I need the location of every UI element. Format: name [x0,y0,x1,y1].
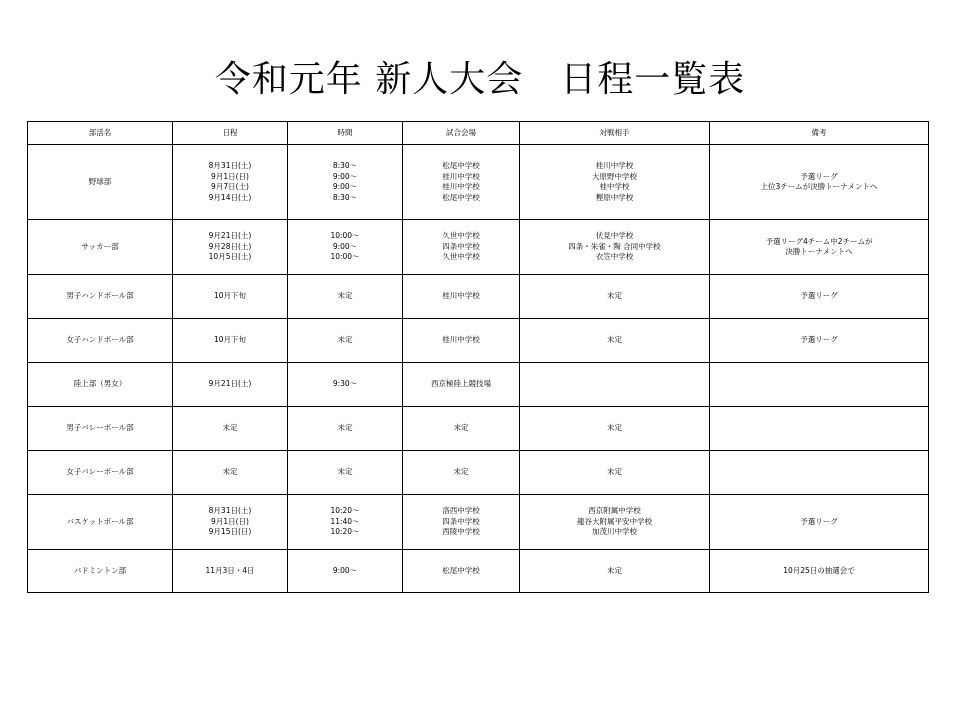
time-cell: 未定 [288,407,403,451]
note-cell: 予選リーグ4チーム中2チームが 決勝トーナメントへ [710,220,929,275]
opponent-cell: 伏見中学校 四条・朱雀・陶 合同中学校 衣笠中学校 [520,220,710,275]
note-cell [710,407,929,451]
schedule-table [27,121,929,593]
time-cell: 未定 [288,319,403,363]
table-row [28,363,929,407]
opponent-cell [520,363,710,407]
club-cell: 男子バレーボール部 [28,407,173,451]
club-cell: バドミントン部 [28,550,173,593]
venue-cell: 桂川中学校 [403,319,520,363]
date-cell: 9月21日(土) 9月28日(土) 10月5日(土) [173,220,288,275]
club-cell: 女子ハンドボール部 [28,319,173,363]
table-row [28,550,929,593]
venue-cell: 未定 [403,451,520,495]
opponent-cell: 未定 [520,319,710,363]
table-row [28,275,929,319]
club-cell: 女子バレーボール部 [28,451,173,495]
date-cell: 10月下旬 [173,275,288,319]
opponent-cell: 未定 [520,451,710,495]
club-cell: 陸上部（男女） [28,363,173,407]
table-row [28,495,929,550]
club-cell: サッカー部 [28,220,173,275]
date-cell: 9月21日(土) [173,363,288,407]
opponent-cell: 未定 [520,550,710,593]
opponent-cell: 西京附属中学校 龍谷大附属平安中学校 加茂川中学校 [520,495,710,550]
table-row [28,451,929,495]
club-cell: 男子ハンドボール部 [28,275,173,319]
opponent-cell: 未定 [520,407,710,451]
venue-cell: 久世中学校 四条中学校 久世中学校 [403,220,520,275]
column-header-time: 時間 [288,122,403,145]
note-cell: 10月25日の抽選会で [710,550,929,593]
column-header-opponent: 対戦相手 [520,122,710,145]
time-cell: 10:20～ 11:40～ 10:20～ [288,495,403,550]
opponent-cell: 未定 [520,275,710,319]
time-cell: 8:30～ 9:00～ 9:00～ 8:30～ [288,145,403,220]
table-row [28,145,929,220]
note-cell [710,363,929,407]
table-header-row [28,122,929,145]
date-cell: 8月31日(土) 9月1日(日) 9月15日(日) [173,495,288,550]
table-row [28,407,929,451]
venue-cell: 松尾中学校 [403,550,520,593]
date-cell: 10月下旬 [173,319,288,363]
date-cell: 8月31日(土) 9月1日(日) 9月7日(土) 9月14日(土) [173,145,288,220]
venue-cell: 松尾中学校 桂川中学校 桂川中学校 松尾中学校 [403,145,520,220]
page-title: 令和元年 新人大会 日程一覧表 [214,59,746,100]
club-cell: バスケットボール部 [28,495,173,550]
date-cell: 未定 [173,451,288,495]
date-cell: 11月3日・4日 [173,550,288,593]
note-cell: 予選リーグ [710,275,929,319]
note-cell: 予選リーグ [710,319,929,363]
venue-cell: 洛西中学校 四条中学校 西陵中学校 [403,495,520,550]
note-cell: 予選リーグ 上位3チームが決勝トーナメントへ [710,145,929,220]
table-row [28,220,929,275]
column-header-venue: 試合会場 [403,122,520,145]
time-cell: 9:00～ [288,550,403,593]
time-cell: 9:30～ [288,363,403,407]
note-cell: 予選リーグ [710,495,929,550]
date-cell: 未定 [173,407,288,451]
note-cell [710,451,929,495]
club-cell: 野球部 [28,145,173,220]
time-cell: 未定 [288,275,403,319]
venue-cell: 桂川中学校 [403,275,520,319]
opponent-cell: 桂川中学校 大原野中学校 桂中学校 樫原中学校 [520,145,710,220]
column-header-date: 日程 [173,122,288,145]
venue-cell: 未定 [403,407,520,451]
column-header-note: 備考 [710,122,929,145]
column-header-club: 部活名 [28,122,173,145]
time-cell: 未定 [288,451,403,495]
venue-cell: 西京極陸上競技場 [403,363,520,407]
time-cell: 10:00～ 9:00～ 10:00～ [288,220,403,275]
table-row [28,319,929,363]
